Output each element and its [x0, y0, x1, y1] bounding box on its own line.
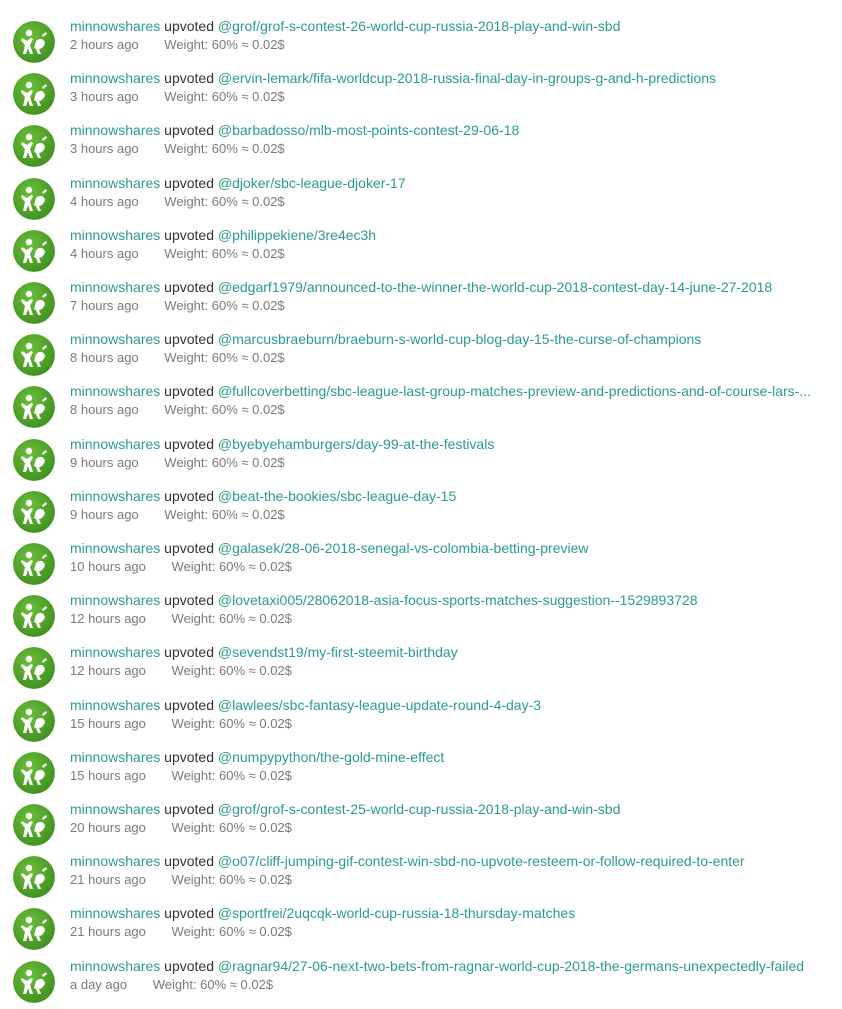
timestamp: 21 hours ago: [70, 924, 146, 940]
user-link[interactable]: minnowshares: [70, 801, 161, 817]
activity-line: [70, 18, 620, 35]
post-link[interactable]: @byebyehamburgers/day-99-at-the-festivals: [217, 435, 495, 452]
post-link[interactable]: @sportfrei/2uqcqk-world-cup-russia-18-thursday-matches: [217, 905, 576, 922]
user-link[interactable]: minnowshares: [70, 174, 161, 191]
user-link[interactable]: minnowshares: [70, 226, 161, 243]
minnowshares-logo-icon: [13, 230, 55, 272]
vote-weight: Weight: 60% ≈ 0.02$: [171, 611, 292, 627]
vote-weight: Weight: 60% ≈ 0.02$: [164, 454, 285, 470]
timestamp: a day ago: [70, 976, 128, 992]
vote-weight: Weight: 60% ≈ 0.02$: [171, 715, 292, 731]
vote-weight: Weight: 60% ≈ 0.02$: [171, 872, 292, 888]
feed-item: [0, 121, 842, 173]
activity-line: [70, 801, 620, 818]
timestamp: 12 hours ago: [70, 611, 146, 627]
timestamp: 2 hours ago: [70, 37, 139, 52]
activity-line: [70, 697, 541, 714]
avatar[interactable]: [13, 386, 55, 428]
avatar[interactable]: [13, 334, 55, 376]
vote-weight: Weight: 60% ≈ 0.02$: [164, 193, 285, 209]
minnowshares-logo-icon: [13, 334, 55, 376]
minnowshares-logo-icon: [13, 491, 55, 533]
meta-line: [70, 194, 285, 210]
minnowshares-logo-icon: [13, 752, 55, 794]
user-link[interactable]: minnowshares: [70, 18, 161, 34]
meta-line: [70, 89, 285, 105]
vote-weight: Weight: 60% ≈ 0.02$: [152, 976, 274, 992]
avatar[interactable]: [13, 700, 55, 742]
minnowshares-logo-icon: [13, 961, 55, 1003]
action-verb: upvoted: [164, 644, 214, 661]
vote-weight: Weight: 60% ≈ 0.02$: [164, 89, 285, 105]
feed-item: [0, 957, 842, 1009]
meta-line: [70, 141, 285, 157]
meta-line: [70, 820, 292, 836]
vote-weight: Weight: 60% ≈ 0.02$: [171, 663, 292, 679]
action-verb: upvoted: [164, 70, 214, 87]
meta-line: [70, 402, 285, 418]
vote-weight: Weight: 60% ≈ 0.02$: [164, 37, 285, 52]
feed-item: [0, 696, 842, 748]
post-link[interactable]: @lovetaxi005/28062018-asia-focus-sports-matches-suggestion--1529893728: [217, 592, 698, 609]
timestamp: 8 hours ago: [70, 350, 139, 366]
user-link[interactable]: minnowshares: [70, 435, 161, 452]
user-link[interactable]: minnowshares: [70, 487, 161, 504]
minnowshares-logo-icon: [13, 908, 55, 950]
meta-line: [70, 559, 292, 575]
avatar[interactable]: [13, 230, 55, 272]
post-link[interactable]: @philippekiene/3re4ec3h: [217, 226, 377, 243]
timestamp: 3 hours ago: [70, 141, 139, 157]
meta-line: [70, 611, 292, 627]
minnowshares-logo-icon: [13, 647, 55, 689]
feed-item: [0, 174, 842, 226]
post-link[interactable]: @sevendst19/my-first-steemit-birthday: [217, 644, 458, 661]
avatar[interactable]: [13, 491, 55, 533]
meta-line: [70, 716, 292, 732]
avatar[interactable]: [13, 961, 55, 1003]
meta-line: [70, 246, 285, 262]
user-link[interactable]: minnowshares: [70, 696, 161, 713]
feed-item: [0, 487, 842, 539]
minnowshares-logo-icon: [13, 543, 55, 585]
avatar[interactable]: [13, 439, 55, 481]
user-link[interactable]: minnowshares: [70, 905, 161, 922]
feed-item: [0, 800, 842, 852]
activity-line: [70, 592, 697, 609]
timestamp: 20 hours ago: [70, 820, 146, 835]
action-verb: upvoted: [164, 331, 214, 348]
activity-line: [70, 383, 811, 400]
post-link[interactable]: @grof/grof-s-contest-26-world-cup-russia-2018-play-and-win-sbd: [217, 18, 621, 34]
post-link[interactable]: @numpypython/the-gold-mine-effect: [217, 748, 445, 765]
action-verb: upvoted: [164, 853, 214, 870]
meta-line: [70, 768, 292, 784]
post-link[interactable]: @grof/grof-s-contest-25-world-cup-russia-2018-play-and-win-sbd: [217, 801, 621, 817]
feed-item: [0, 226, 842, 278]
minnowshares-logo-icon: [13, 73, 55, 115]
meta-line: [70, 872, 292, 888]
minnowshares-logo-icon: [13, 386, 55, 428]
vote-weight: Weight: 60% ≈ 0.02$: [171, 559, 292, 574]
user-link[interactable]: minnowshares: [70, 592, 161, 609]
user-link[interactable]: minnowshares: [70, 122, 161, 139]
avatar[interactable]: [13, 282, 55, 324]
activity-line: [70, 488, 456, 505]
minnowshares-logo-icon: [13, 21, 55, 63]
avatar[interactable]: [13, 21, 55, 63]
action-verb: upvoted: [164, 748, 214, 765]
user-link[interactable]: minnowshares: [70, 853, 161, 870]
vote-weight: Weight: 60% ≈ 0.02$: [164, 245, 285, 261]
user-link[interactable]: minnowshares: [70, 70, 161, 87]
minnowshares-logo-icon: [13, 595, 55, 637]
activity-line: [70, 279, 772, 296]
action-verb: upvoted: [164, 226, 214, 243]
action-verb: upvoted: [164, 592, 214, 609]
action-verb: upvoted: [164, 801, 214, 817]
feed-item: [0, 330, 842, 382]
feed-item: [0, 382, 842, 434]
avatar[interactable]: [13, 178, 55, 220]
timestamp: 4 hours ago: [70, 193, 139, 209]
post-link[interactable]: @fullcoverbetting/sbc-league-last-group-matches-preview-and-predictions-and-of-course-lars-...: [217, 383, 812, 400]
activity-line: [70, 540, 589, 557]
post-link[interactable]: @lawlees/sbc-fantasy-league-update-round-4-day-3: [217, 696, 542, 713]
minnowshares-logo-icon: [13, 125, 55, 167]
post-link[interactable]: @ragnar94/27-06-next-two-bets-from-ragnar-world-cup-2018-the-germans-unexpectedly-failed: [217, 957, 805, 974]
vote-weight: Weight: 60% ≈ 0.02$: [164, 141, 285, 157]
meta-line: [70, 37, 285, 53]
post-link[interactable]: @beat-the-bookies/sbc-league-day-15: [217, 487, 457, 504]
feed-item: [0, 643, 842, 695]
minnowshares-logo-icon: [13, 804, 55, 846]
user-link[interactable]: minnowshares: [70, 644, 161, 661]
meta-line: [70, 507, 285, 523]
action-verb: upvoted: [164, 696, 214, 713]
timestamp: 15 hours ago: [70, 767, 146, 783]
avatar[interactable]: [13, 125, 55, 167]
post-link[interactable]: @o07/cliff-jumping-gif-contest-win-sbd-no-upvote-resteem-or-follow-required-to-enter: [217, 853, 745, 870]
timestamp: 3 hours ago: [70, 89, 139, 105]
action-verb: upvoted: [164, 487, 214, 504]
minnowshares-logo-icon: [13, 700, 55, 742]
feed-item: [0, 435, 842, 487]
vote-weight: Weight: 60% ≈ 0.02$: [171, 820, 292, 835]
activity-line: [70, 853, 745, 870]
action-verb: upvoted: [164, 383, 214, 400]
user-link[interactable]: minnowshares: [70, 957, 161, 974]
avatar[interactable]: [13, 647, 55, 689]
action-verb: upvoted: [164, 279, 214, 295]
feed-item: [0, 539, 842, 591]
user-link[interactable]: minnowshares: [70, 540, 161, 556]
post-link[interactable]: @barbadosso/mlb-most-points-contest-29-06-18: [217, 122, 520, 139]
meta-line: [70, 924, 292, 940]
avatar[interactable]: [13, 856, 55, 898]
activity-line: [70, 436, 494, 453]
activity-line: [70, 905, 575, 922]
meta-line: [70, 455, 285, 471]
vote-weight: Weight: 60% ≈ 0.02$: [164, 298, 285, 313]
vote-weight: Weight: 60% ≈ 0.02$: [171, 924, 292, 940]
user-link[interactable]: minnowshares: [70, 331, 161, 348]
avatar[interactable]: [13, 804, 55, 846]
post-link[interactable]: @ervin-lemark/fifa-worldcup-2018-russia-final-day-in-groups-g-and-h-predictions: [217, 70, 717, 87]
post-link[interactable]: @marcusbraeburn/braeburn-s-world-cup-blog-day-15-the-curse-of-champions: [217, 331, 702, 348]
feed-item: [0, 852, 842, 904]
action-verb: upvoted: [164, 122, 214, 139]
user-link[interactable]: minnowshares: [70, 383, 161, 400]
timestamp: 9 hours ago: [70, 506, 139, 522]
vote-weight: Weight: 60% ≈ 0.02$: [164, 350, 285, 366]
meta-line: [70, 977, 273, 993]
minnowshares-logo-icon: [13, 178, 55, 220]
activity-line: [70, 749, 444, 766]
action-verb: upvoted: [164, 18, 214, 34]
feed-item: [0, 17, 842, 69]
timestamp: 10 hours ago: [70, 559, 146, 574]
avatar[interactable]: [13, 908, 55, 950]
feed-item: [0, 904, 842, 956]
action-verb: upvoted: [164, 174, 214, 191]
user-link[interactable]: minnowshares: [70, 748, 161, 765]
activity-line: [70, 644, 458, 661]
post-link[interactable]: @edgarf1979/announced-to-the-winner-the-world-cup-2018-contest-day-14-june-27-2018: [217, 279, 773, 295]
post-link[interactable]: @galasek/28-06-2018-senegal-vs-colombia-betting-preview: [217, 540, 589, 556]
meta-line: [70, 663, 292, 679]
vote-weight: Weight: 60% ≈ 0.02$: [164, 506, 285, 522]
avatar[interactable]: [13, 73, 55, 115]
meta-line: [70, 350, 285, 366]
timestamp: 4 hours ago: [70, 245, 139, 261]
feed-item: [0, 748, 842, 800]
action-verb: upvoted: [164, 435, 214, 452]
activity-line: [70, 70, 716, 87]
vote-weight: Weight: 60% ≈ 0.02$: [171, 767, 292, 783]
timestamp: 9 hours ago: [70, 454, 139, 470]
avatar[interactable]: [13, 595, 55, 637]
post-link[interactable]: @djoker/sbc-league-djoker-17: [217, 174, 406, 191]
minnowshares-logo-icon: [13, 282, 55, 324]
timestamp: 12 hours ago: [70, 663, 146, 679]
timestamp: 8 hours ago: [70, 402, 139, 418]
action-verb: upvoted: [164, 905, 214, 922]
action-verb: upvoted: [164, 957, 214, 974]
feed-item: [0, 69, 842, 121]
activity-line: [70, 227, 376, 244]
activity-line: [70, 331, 701, 348]
activity-line: [70, 122, 519, 139]
meta-line: [70, 298, 285, 314]
avatar[interactable]: [13, 752, 55, 794]
action-verb: upvoted: [164, 540, 214, 556]
minnowshares-logo-icon: [13, 439, 55, 481]
user-link[interactable]: minnowshares: [70, 279, 161, 295]
minnowshares-logo-icon: [13, 856, 55, 898]
feed-item: [0, 591, 842, 643]
activity-line: [70, 175, 406, 192]
feed-item: [0, 278, 842, 330]
timestamp: 7 hours ago: [70, 298, 139, 313]
activity-line: [70, 958, 804, 975]
timestamp: 15 hours ago: [70, 715, 146, 731]
avatar[interactable]: [13, 543, 55, 585]
vote-weight: Weight: 60% ≈ 0.02$: [164, 402, 285, 418]
timestamp: 21 hours ago: [70, 872, 146, 888]
